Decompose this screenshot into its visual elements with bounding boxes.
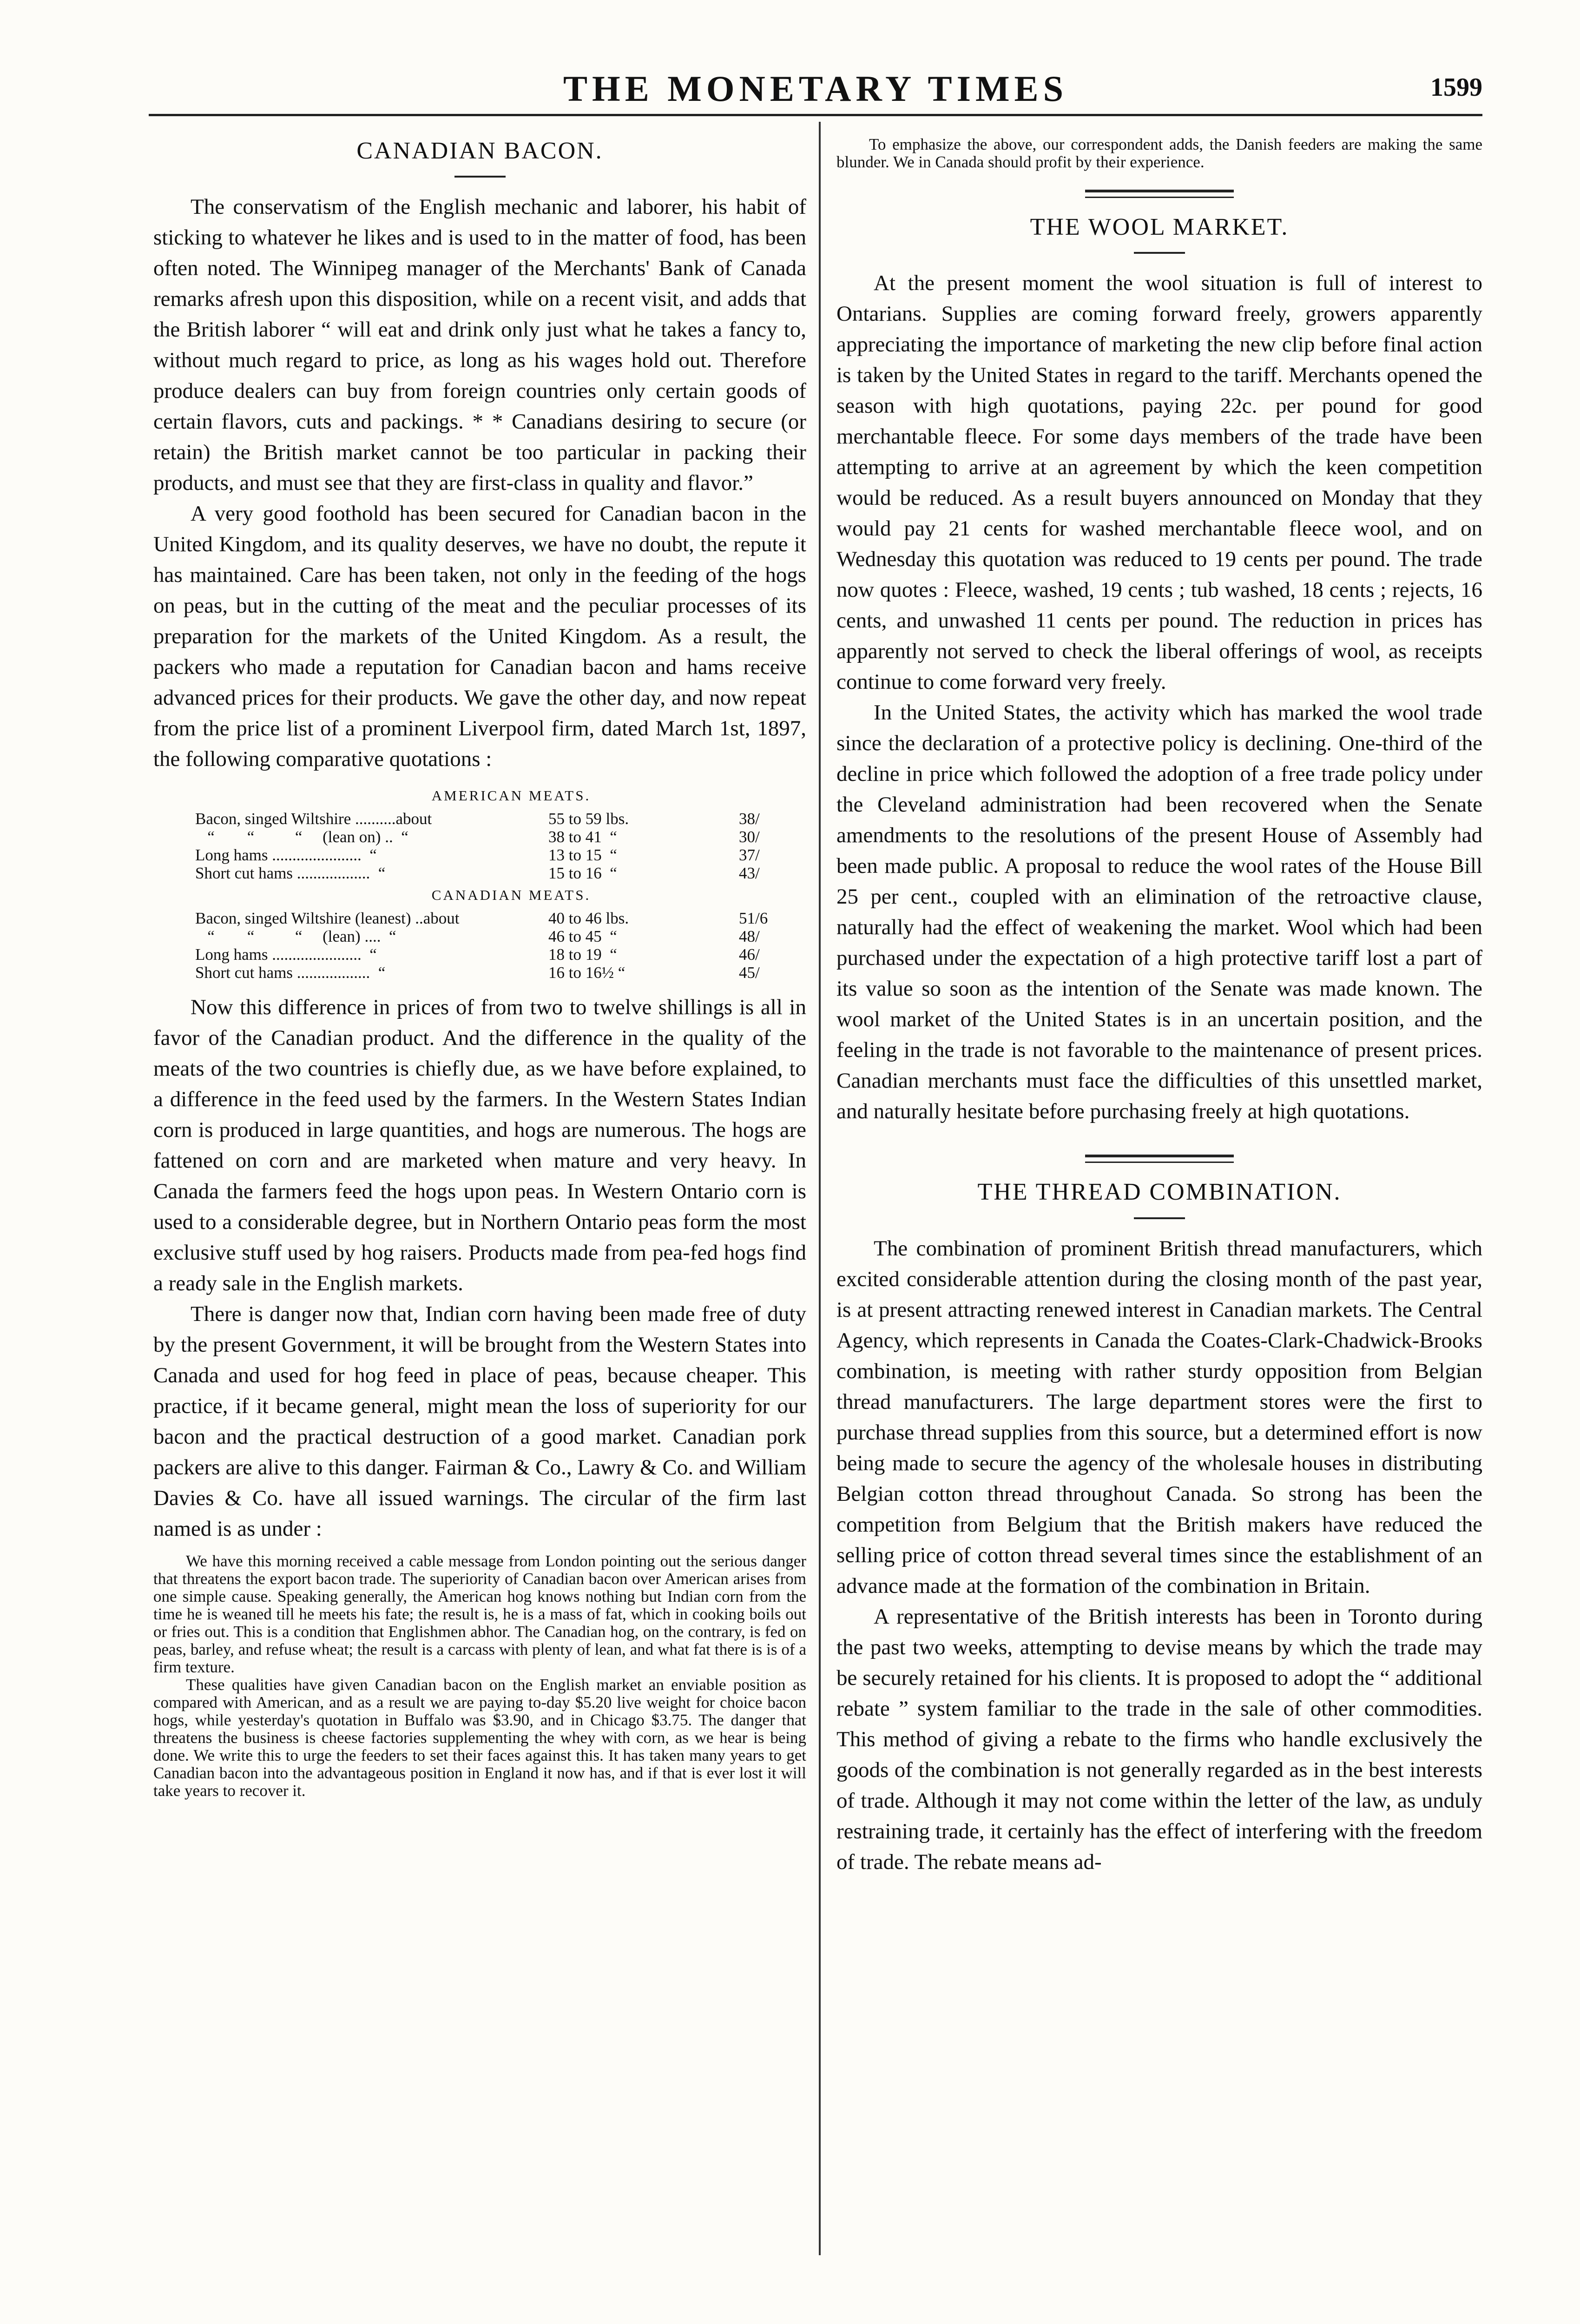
article-heading-canadian-bacon: CANADIAN BACON.: [356, 138, 603, 164]
section-divider: [1085, 1155, 1234, 1163]
table-cell: 38 to 41 “: [548, 828, 617, 846]
table-cell: Short cut hams .................. “: [195, 964, 386, 982]
table-row: [195, 964, 827, 982]
table-cell: 18 to 19 “: [548, 945, 617, 964]
circular-paragraph: We have this morning received a cable message from London pointing out the serious danger that threatens the export bacon trade. The superiority of Canadian bacon over American arises from one simple cause. Speaking generally, the American hog knows nothing but Indian corn from the time he is weaned till he meets his fate; the result is, he is a mass of fat, which in cooking boils out or fries out. This is a condition that Englishmen abhor. The Canadian hog, on the contrary, is fed on peas, barley, and refuse wheat; the result is a carcass with plenty of lean, and what fat there is is of a firm texture.: [153, 1552, 806, 1677]
table-cell: 48/: [739, 927, 760, 946]
header-rule: [149, 114, 1482, 116]
right-column: [836, 122, 1482, 1877]
article-paragraph: The combination of prominent British thread manufacturers, which excited considerable attention during the closing month of the past year, is at present attracting renewed interest in Canadian markets. The Central Agency, which represents in Canada the Coates-Clark-Chadwick-Brooks combination, is meeting with rather sturdy opposition from Belgian thread manufacturers. The large department stores were the first to purchase thread supplies from this source, but a determined effort is now being made to secure the agency of the wholesale houses in distributing Belgian cotton thread throughout Canada. So strong has been the competition from Belgium that the British makers have reduced the selling price of cotton thread several times since the establishment of an advance made at the formation of the combination in Britain.: [836, 1236, 1482, 1598]
table-cell: “ “ “ (lean) .... “: [195, 927, 396, 946]
table-cell: Short cut hams .................. “: [195, 864, 386, 883]
article-paragraph: Now this difference in prices of from two to twelve shillings is all in favor of the Canadian product. And the difference in the quality of the meats of the two countries is chiefly due, as we have before explained, to a difference in the feed used by the farmers. In the Western States Indian corn is produced in large quantities, and hogs are numerous. The hogs are fattened on corn and are marketed when mature and very heavy. In Canada the farmers feed the hogs upon peas. In Western Ontario corn is used to a considerable degree, but in Northern Ontario peas form the most exclusive stuff used by hog raisers. Products made from pea-fed hogs find a ready sale in the English markets.: [153, 995, 806, 1296]
table-cell: 46 to 45 “: [548, 927, 617, 946]
table-cell: Long hams ...................... “: [195, 945, 377, 964]
table-cell: 51/6: [739, 909, 768, 928]
table-row: [195, 828, 827, 846]
article-heading-thread-combination: THE THREAD COMBINATION.: [977, 1179, 1342, 1206]
article-paragraph: At the present moment the wool situation is full of interest to Ontarians. Supplies are coming forward freely, growers apparently appreciating the importance of marketing the new clip before final action is taken by the United States in regard to the tariff. Merchants opened the season with high quotations, paying 22c. per pound for good merchantable fleece. For some days members of the trade have been attempting to arrive at an agreement by which the keen competition would be reduced. As a result buyers announced on Monday that they would pay 21 cents for washed merchantable fleece wool, and on Wednesday this quotation was reduced to 19 cents per pound. The trade now quotes : Fleece, washed, 19 cents ; tub washed, 18 cents ; rejects, 16 cents, and unwashed 11 cents per pound. The reduction in prices has apparently not served to check the liberal offerings of wool, as receipts continue to come forward very freely.: [836, 271, 1482, 694]
section-divider: [1085, 190, 1234, 198]
table-cell: 16 to 16½ “: [548, 964, 625, 982]
circular-paragraph: These qualities have given Canadian bacon on the English market an enviable position as compared with American, and as a result we are paying to-day $5.20 live weight for choice bacon hogs, while yesterday's quotation in Buffalo was $3.90, and in Chicago $3.75. The danger that threatens the business is cheese factories supplementing the whey with corn, as we hear is being done. We write this to urge the feeders to set their faces against this. It has taken many years to get Canadian bacon into the advantageous position in England it now has, and if that is ever lost it will take years to recover it.: [153, 1676, 806, 1800]
article-paragraph: A representative of the British interests has been in Toronto during the past two weeks, attempting to devise means by which the trade may be securely retained for his clients. It is proposed to adopt the “ additional rebate ” system familiar to the trade in the sale of other commodities. This method of giving a rebate to the firms who handle exclusively the goods of the combination is not generally regarded as in the best interests of trade. Although it may not come within the letter of the law, as unduly restraining trade, it certainly has the effect of interfering with the freedom of trade. The rebate means ad-: [836, 1604, 1482, 1874]
table-cell: 30/: [739, 828, 760, 846]
table-cell: 13 to 15 “: [548, 846, 617, 865]
article-paragraph: In the United States, the activity which has marked the wool trade since the declaration of a protective policy is declining. One-third of the decline in price which followed the adoption of a free trade policy under the Cleveland administration had been recovered when the Senate amendments to the resolutions of the present House of Assembly had been made public. A proposal to reduce the wool rates of the House Bill 25 per cent., coupled with an elimination of the retroactive clause, naturally had the effect of weakening the market. Wool which had been purchased under the expectation of a high protective tariff lost a part of its value so soon as the intention of the Senate was made known. The wool market of the United States is in an uncertain position, and the feeling in the trade is not favorable to the maintenance of present prices. Canadian merchants must face the difficulties of this unsettled market, and naturally hesitate before purchasing freely at high quotations.: [836, 700, 1482, 1124]
table-cell: 45/: [739, 964, 760, 982]
article-heading-wool-market: THE WOOL MARKET.: [1030, 214, 1289, 240]
table-row: [195, 927, 827, 945]
table-row: [195, 864, 827, 882]
left-column: [153, 122, 806, 1800]
table-cell: “ “ “ (lean on) .. “: [195, 828, 408, 846]
table-subheading-american: AMERICAN MEATS.: [431, 787, 591, 804]
table-cell: 55 to 59 lbs.: [548, 810, 629, 828]
heading-rule: [454, 176, 506, 178]
table-row: [195, 909, 827, 927]
table-cell: 46/: [739, 945, 760, 964]
table-row: [195, 846, 827, 864]
quoted-circular: [153, 1552, 806, 1800]
table-cell: Bacon, singed Wiltshire ..........about: [195, 810, 432, 828]
heading-rule: [1134, 252, 1185, 254]
publication-title: THE MONETARY TIMES: [563, 68, 1068, 109]
price-quotations-table: [153, 787, 827, 982]
table-cell: 38/: [739, 810, 760, 828]
article-paragraph: The conservatism of the English mechanic and laborer, his habit of sticking to whatever he likes and is used to in the matter of food, has been often noted. The Winnipeg manager of the Merchants' Bank of Canada remarks afresh upon this disposition, while on a recent visit, and adds that the British laborer “ will eat and drink only just what he takes a fancy to, without much regard to price, as long as his wages hold out. Therefore produce dealers can buy from foreign countries only certain goods of certain flavors, cuts and packings. * * Canadians desiring to secure (or retain) the British market cannot be too particular in packing their products, and must see that they are first-class in quality and flavor.”: [153, 195, 806, 495]
table-cell: Bacon, singed Wiltshire (leanest) ..about: [195, 909, 460, 928]
masthead: [149, 65, 1482, 116]
table-subheading-canadian: CANADIAN MEATS.: [431, 887, 591, 904]
table-cell: Long hams ...................... “: [195, 846, 377, 865]
page-number: 1599: [1430, 73, 1482, 102]
table-cell: 40 to 46 lbs.: [548, 909, 629, 928]
table-cell: 43/: [739, 864, 760, 883]
column-divider: [819, 122, 821, 2255]
table-row: [195, 810, 827, 828]
article-paragraph: A very good foothold has been secured for Canadian bacon in the United Kingdom, and its quality deserves, we have no doubt, the repute it has maintained. Care has been taken, not only in the feeding of the hogs on peas, but in the cutting of the meat and the peculiar processes of its preparation for the markets of the United Kingdom. As a result, the packers who made a reputation for Canadian bacon and hams receive advanced prices for their products. We gave the other day, and now repeat from the price list of a prominent Liverpool firm, dated March 1st, 1897, the following comparative quotations :: [153, 502, 806, 772]
table-cell: 15 to 16 “: [548, 864, 617, 883]
table-row: [195, 945, 827, 964]
heading-rule: [1134, 1217, 1185, 1219]
table-cell: 37/: [739, 846, 760, 865]
correspondent-note: To emphasize the above, our correspondent adds, the Danish feeders are making the same blunder. We in Canada should profit by their experience.: [836, 135, 1482, 171]
article-paragraph: There is danger now that, Indian corn having been made free of duty by the present Government, it will be brought from the Western States into Canada and used for hog feed in place of peas, because cheaper. This practice, if it became general, might mean the loss of superiority for our bacon and the practical destruction of a good market. Canadian pork packers are alive to this danger. Fairman & Co., Lawry & Co. and William Davies & Co. have all issued warnings. The circular of the firm last named is as under :: [153, 1302, 806, 1541]
